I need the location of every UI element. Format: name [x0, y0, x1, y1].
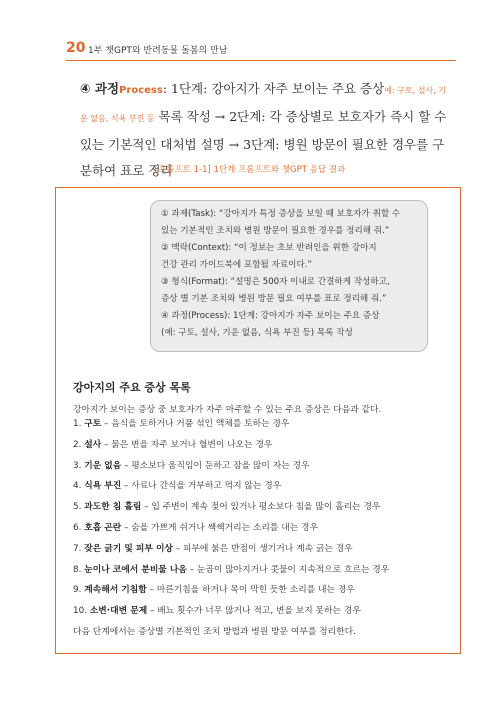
figure-caption: [프롬프트 1-1] 1단계 프롬프트와 챗GPT 응답 결과	[154, 165, 346, 175]
symptom-desc: – 눈곱이 많아지거나 콧물이 지속적으로 흐르는 경우	[186, 564, 390, 575]
prompt-bubble	[150, 200, 428, 352]
page-header	[66, 40, 456, 62]
list-item	[73, 601, 453, 622]
step-text: : 1단계: 강아지가 자주 보이는 주요 증상	[162, 81, 385, 96]
symptom-desc: – 배뇨 횟수가 너무 많거나 적고, 변을 보지 못하는 경우	[147, 606, 361, 617]
symptom-name: 눈이나 코에서 분비물 나옴	[84, 564, 187, 575]
prompt-line: ④ 과정(Process): 1단계: 강아지가 자주 보이는 주요 증상	[161, 311, 380, 321]
list-item	[73, 580, 453, 601]
list-item	[73, 560, 453, 581]
step-text-rest: 목록 작성 → 2단계: 각 증상별로 보호자가 즉시 할 수 있는 기본적인 대처법 설명 → 3단계: 병원 방문이 필요한 경우를 구분하여 표로 정리	[80, 109, 447, 178]
prompt-line: 건강 관리 가이드북에 포함될 자료이다.”	[161, 260, 312, 270]
item-number: 3.	[73, 460, 85, 471]
process-keyword: Process	[119, 85, 163, 96]
list-item	[73, 456, 453, 477]
step-marker: ④ 과정	[80, 81, 120, 96]
symptom-desc: – 피부에 붉은 반점이 생기거나 계속 긁는 경우	[172, 543, 353, 554]
answer-footer: 다음 단계에서는 증상별 기본적인 조치 방법과 병원 방문 여부를 정리한다.	[73, 627, 356, 637]
item-number: 7.	[73, 543, 85, 554]
symptom-desc: – 숨을 가쁘게 쉬거나 쌕쌕거리는 소리를 내는 경우	[121, 522, 318, 533]
symptom-desc: – 입 주변이 계속 젖어 있거나 평소보다 침을 많이 흘리는 경우	[141, 502, 381, 513]
item-number: 9.	[73, 585, 85, 596]
prompt-line: 있는 기본적인 조치와 병원 방문이 필요한 경우를 정리해 줘.”	[161, 226, 390, 236]
symptom-name: 구토	[84, 419, 102, 429]
prompt-line: ① 과제(Task): “강아지가 특정 증상을 보일 때 보호자가 취할 수	[161, 209, 401, 219]
prompt-line: ② 맥락(Context): “이 정보는 초보 반려인을 위한 강아지	[161, 243, 377, 253]
item-number: 8.	[73, 564, 85, 575]
page-number: 20	[66, 40, 86, 56]
item-number: 2.	[73, 439, 85, 450]
symptom-desc: – 묽은 변을 자주 보거나 혈변이 나오는 경우	[101, 439, 273, 450]
prompt-line: 증상 별 기본 조치와 병원 방문 필요 여부를 표로 정리해 줘.”	[161, 294, 387, 304]
prompt-line: (예: 구토, 설사, 기운 없음, 식욕 부진 등) 목록 작성	[161, 328, 353, 338]
header-divider	[66, 60, 456, 61]
symptom-name: 과도한 침 흘림	[84, 502, 142, 513]
item-number: 5.	[73, 502, 85, 513]
symptom-desc: – 사료나 간식을 거부하고 먹지 않는 경우	[121, 481, 282, 492]
symptom-name: 계속해서 기침함	[84, 585, 147, 596]
running-head: 1부 챗GPT와 반려동물 돌봄의 만남	[88, 46, 228, 56]
symptom-name: 설사	[84, 439, 102, 450]
item-number: 4.	[73, 481, 85, 492]
list-item	[73, 435, 453, 456]
symptom-desc: – 평소보다 움직임이 둔하고 잠을 많이 자는 경우	[121, 460, 310, 471]
symptom-name: 기운 없음	[84, 460, 122, 471]
symptom-name: 잦은 긁기 및 피부 이상	[84, 543, 173, 554]
item-number: 1.	[73, 419, 85, 429]
list-item	[73, 518, 453, 539]
item-number: 10.	[73, 606, 90, 617]
symptom-name: 식욕 부진	[84, 481, 122, 492]
list-item	[73, 539, 453, 560]
symptom-name: 소변·대변 문제	[89, 606, 148, 617]
list-item	[73, 414, 453, 435]
example-note: 예: 구토, 설사, 기운 없음, 식욕 부진 등	[80, 86, 446, 123]
symptom-list	[73, 414, 453, 622]
list-item	[73, 497, 453, 518]
list-item	[73, 476, 453, 497]
symptom-name: 호흡 곤란	[84, 522, 122, 533]
symptom-desc: – 음식을 토하거나 거품 섞인 액체를 토하는 경우	[101, 419, 290, 429]
prompt-line: ③ 형식(Format): “설명은 500자 이내로 간결하게 작성하고,	[161, 277, 390, 287]
symptom-desc: – 마른기침을 하거나 목이 막힌 듯한 소리를 내는 경우	[146, 585, 355, 596]
answer-title: 강아지의 주요 증상 목록	[73, 381, 191, 394]
item-number: 6.	[73, 522, 85, 533]
answer-intro: 강아지가 보이는 증상 중 보호자가 자주 마주할 수 있는 주요 증상은 다음과 같다.	[73, 405, 382, 415]
